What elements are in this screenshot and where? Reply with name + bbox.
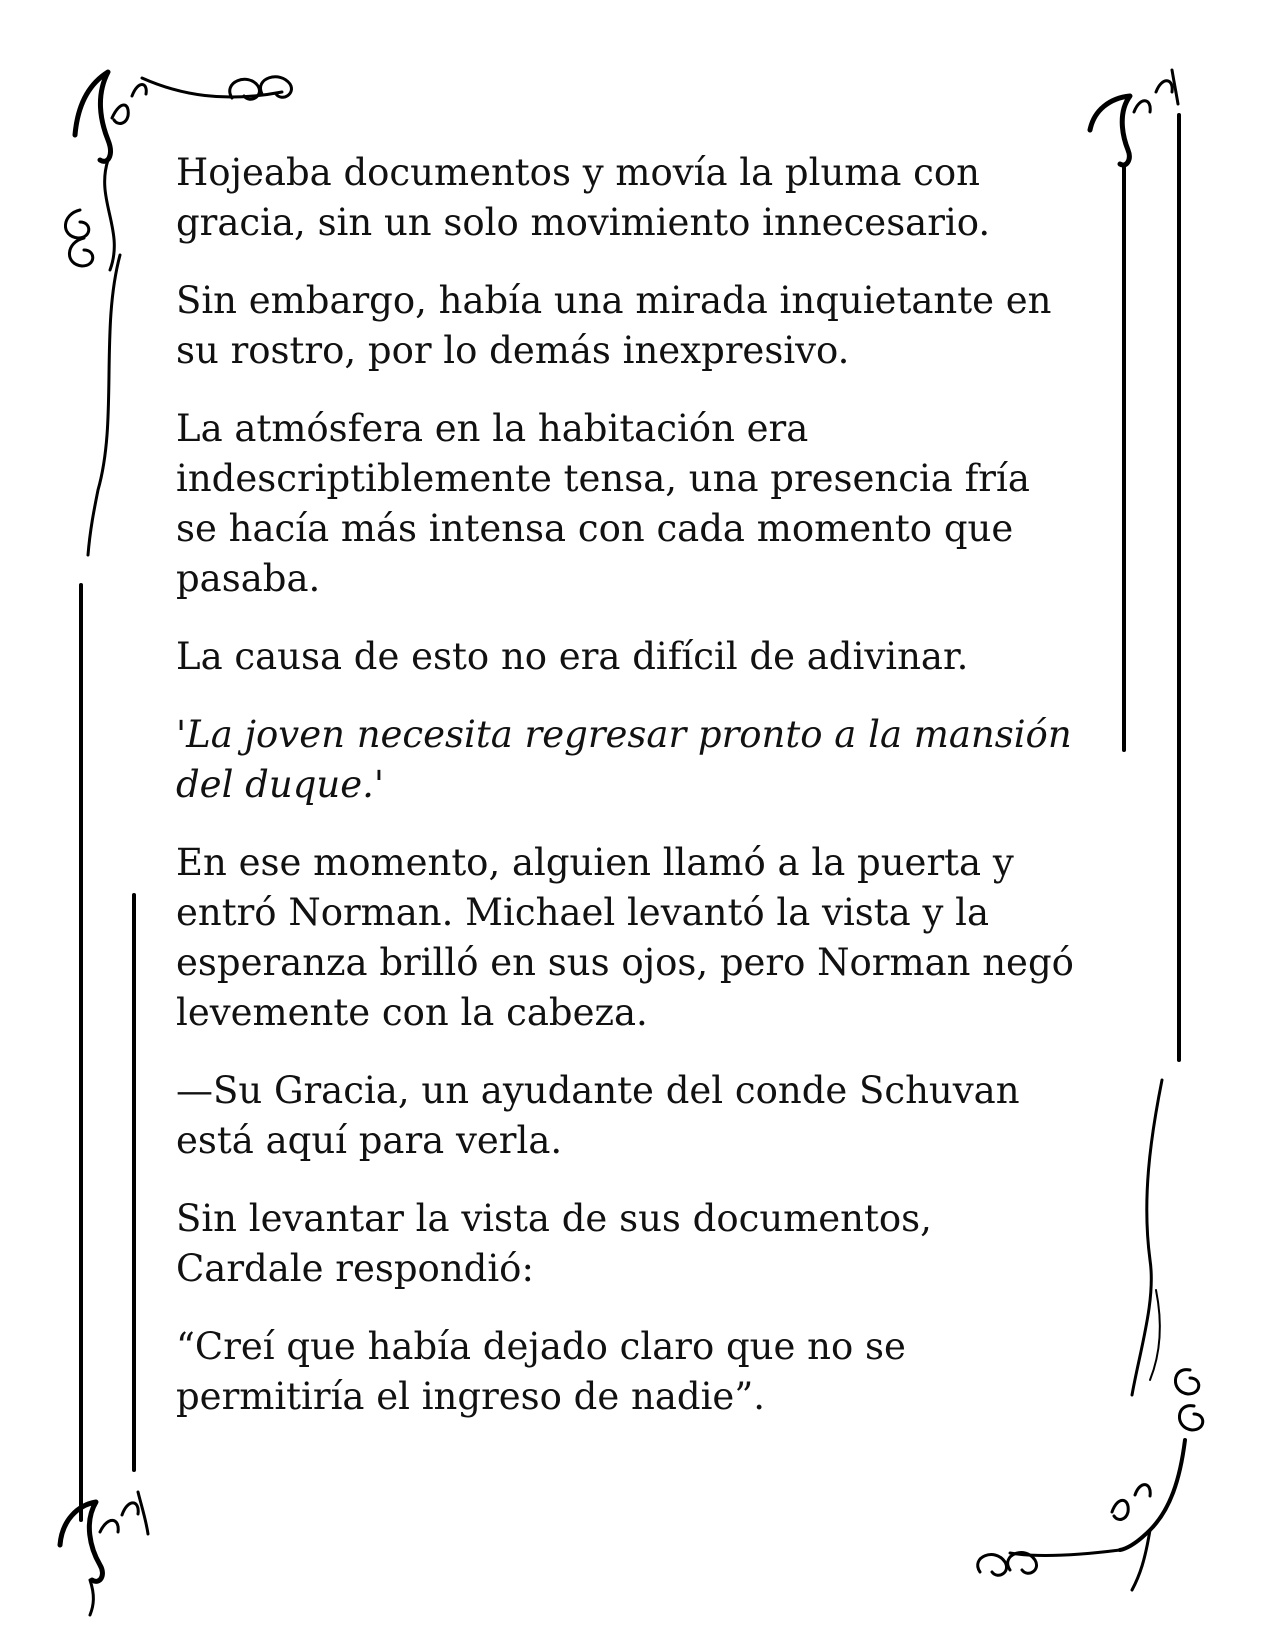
paragraph-line: se hacía más intensa con cada momento que <box>176 507 1014 550</box>
paragraph-line: La atmósfera en la habitación era <box>176 407 809 450</box>
paragraph-line: Hojeaba documentos y movía la pluma con <box>176 151 981 194</box>
paragraph-line: está aquí para verla. <box>176 1119 563 1162</box>
paragraph-line: esperanza brilló en sus ojos, pero Norman negó <box>176 941 1074 984</box>
paragraph-line: 'La joven necesita regresar pronto a la mansión <box>176 713 1072 756</box>
paragraph-line: del duque.' <box>176 763 385 806</box>
paragraph-line: La causa de esto no era difícil de adivinar. <box>176 635 969 678</box>
paragraph-line: permitiría el ingreso de nadie”. <box>176 1375 766 1418</box>
paragraph <box>176 632 1106 682</box>
paragraph <box>176 838 1106 1038</box>
bottom-left-flourish-icon <box>60 1492 148 1615</box>
paragraph-line: —Su Gracia, un ayudante del conde Schuvan <box>176 1069 1020 1112</box>
paragraph-line: gracia, sin un solo movimiento innecesario. <box>176 201 991 244</box>
paragraph <box>176 1322 1106 1422</box>
paragraph <box>176 404 1106 604</box>
paragraph <box>176 148 1106 248</box>
paragraph <box>176 1194 1106 1294</box>
paragraph-line: Sin embargo, había una mirada inquietante en <box>176 279 1052 322</box>
paragraph-line: En ese momento, alguien llamó a la puerta y <box>176 841 1014 884</box>
paragraph <box>176 710 1106 810</box>
paragraph-line: Cardale respondió: <box>176 1247 534 1290</box>
paragraph-line: Sin levantar la vista de sus documentos, <box>176 1197 932 1240</box>
paragraph <box>176 1066 1106 1166</box>
paragraph-line: su rostro, por lo demás inexpresivo. <box>176 329 850 372</box>
body-text <box>176 148 1106 1450</box>
paragraph-line: “Creí que había dejado claro que no se <box>176 1325 906 1368</box>
paragraph-line: indescriptiblemente tensa, una presencia fría <box>176 457 1030 500</box>
paragraph-line: entró Norman. Michael levantó la vista y la <box>176 891 990 934</box>
paragraph-line: pasaba. <box>176 557 321 600</box>
paragraph-line: levemente con la cabeza. <box>176 991 648 1034</box>
paragraph <box>176 276 1106 376</box>
